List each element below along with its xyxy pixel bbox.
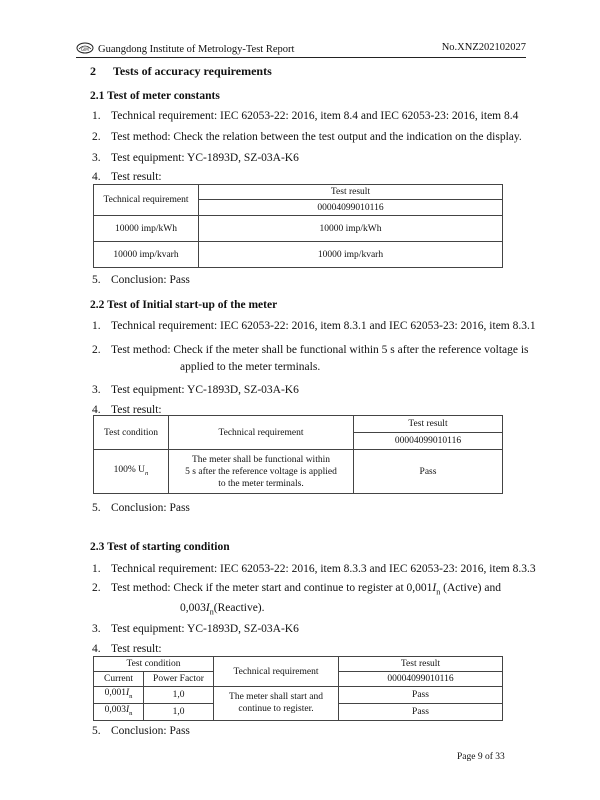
col-header-power-factor: Power Factor [144,672,214,687]
section-title: Tests of accuracy requirements [113,64,272,78]
requirement-line: to the meter terminals. [218,478,304,489]
institute-logo-icon [76,42,94,57]
meter-serial: 00004099010116 [354,433,503,450]
item-number: 5. [92,725,101,737]
result-cell: Pass [339,687,503,704]
test-result-label: Test result: [111,404,162,416]
current-subscript: n [129,692,133,700]
conclusion-text: Conclusion: Pass [111,502,190,514]
item-number: 5. [92,274,101,286]
item-number: 4. [92,404,101,416]
starting-condition-table [93,656,503,721]
item-number: 3. [92,384,101,396]
test-equipment-text: Test equipment: YC-1893D, SZ-03A-K6 [111,152,299,164]
requirement-cell [169,450,354,494]
item-number: 2. [92,131,101,143]
table-row [94,687,503,704]
item-number: 2. [92,344,101,356]
test-result-label: Test result: [111,171,162,183]
col-header-test-condition: Test condition [94,657,214,672]
table-cell: 10000 imp/kWh [94,216,199,242]
requirement-line: 5 s after the reference voltage is applied [185,466,337,477]
subsection-title: 2.1 Test of meter constants [90,90,220,102]
test-method-continuation: applied to the meter terminals. [180,361,321,373]
header-divider [76,57,526,58]
col-header-current: Current [94,672,144,687]
current-subscript: n [209,607,214,617]
table-cell: 10000 imp/kWh [199,216,503,242]
item-number: 5. [92,502,101,514]
table-row [94,242,503,268]
conclusion-text: Conclusion: Pass [111,725,190,737]
current-symbol: I [205,602,210,614]
technical-requirement-text: Technical requirement: IEC 62053-22: 2016, item 8.3.3 and IEC 62053-23: 2016, item 8.3.3 [111,563,536,575]
table-row [94,216,503,242]
table-row [94,450,503,494]
test-method-suffix: (Active) and [440,582,501,594]
current-value: 0,001 [104,688,126,698]
test-method-prefix: Test method: Check if the meter start and continue to register at 0,001 [111,582,433,594]
conclusion-text: Conclusion: Pass [111,274,190,286]
test-method-continuation [180,602,265,616]
continuation-value: 0,003 [180,602,206,614]
result-cell: Pass [339,703,503,720]
item-number: 1. [92,110,101,122]
test-method-text [111,582,501,596]
continuation-suffix: (Reactive). [213,602,265,614]
requirement-line: The meter shall start and [229,692,323,703]
current-symbol: I [125,688,130,698]
power-factor-cell: 1,0 [144,687,214,704]
item-number: 1. [92,320,101,332]
col-header-test-result: Test result [354,416,503,433]
subsection-title: 2.3 Test of starting condition [90,541,230,553]
col-header-technical-requirement: Technical requirement [169,416,354,450]
requirement-line: continue to register. [238,704,314,715]
col-header-technical-requirement: Technical requirement [214,657,339,687]
test-method-text: Test method: Check the relation between the test output and the indication on the display. [111,131,522,143]
test-method-text: Test method: Check if the meter shall be functional within 5 s after the reference voltage is [111,344,529,356]
test-condition-cell [94,450,169,494]
svg-text:GIM: GIM [81,47,89,52]
table-cell: 10000 imp/kvarh [94,242,199,268]
result-cell: Pass [354,450,503,494]
meter-serial: 00004099010116 [339,672,503,687]
current-symbol: I [432,582,437,594]
current-cell [94,687,144,704]
header-title: Guangdong Institute of Metrology-Test Report [98,44,295,55]
requirement-line: The meter shall be functional within [192,454,330,465]
current-value: 0,003 [104,704,126,715]
test-equipment-text: Test equipment: YC-1893D, SZ-03A-K6 [111,384,299,396]
current-cell [94,703,144,720]
header-left [76,42,294,57]
col-header-test-condition: Test condition [94,416,169,450]
subsection-title: 2.2 Test of Initial start-up of the meter [90,299,278,311]
col-header-test-result: Test result [339,657,503,672]
condition-subscript: n [145,469,149,477]
startup-table [93,415,503,494]
item-number: 3. [92,152,101,164]
power-factor-cell: 1,0 [144,703,214,720]
technical-requirement-text: Technical requirement: IEC 62053-22: 2016, item 8.3.1 and IEC 62053-23: 2016, item 8.3.1 [111,320,536,332]
current-symbol: I [125,704,130,715]
item-number: 1. [92,563,101,575]
current-subscript: n [436,587,441,597]
report-number: No.XNZ202102027 [441,42,526,53]
requirement-cell [214,687,339,721]
report-header [76,42,526,58]
condition-text: 100% U [113,464,146,475]
item-number: 4. [92,643,101,655]
table-cell: 10000 imp/kvarh [199,242,503,268]
section-number: 2 [90,64,96,78]
technical-requirement-text: Technical requirement: IEC 62053-22: 2016, item 8.4 and IEC 62053-23: 2016, item 8.4 [111,110,519,122]
current-subscript: n [129,709,133,717]
item-number: 3. [92,623,101,635]
item-number: 4. [92,171,101,183]
page-number: Page 9 of 33 [457,752,505,762]
col-header-test-result: Test result [199,185,503,200]
test-equipment-text: Test equipment: YC-1893D, SZ-03A-K6 [111,623,299,635]
meter-constants-table [93,184,503,268]
item-number: 2. [92,582,101,594]
test-result-label: Test result: [111,643,162,655]
col-header-technical-requirement: Technical requirement [94,185,199,216]
meter-serial: 00004099010116 [199,200,503,216]
